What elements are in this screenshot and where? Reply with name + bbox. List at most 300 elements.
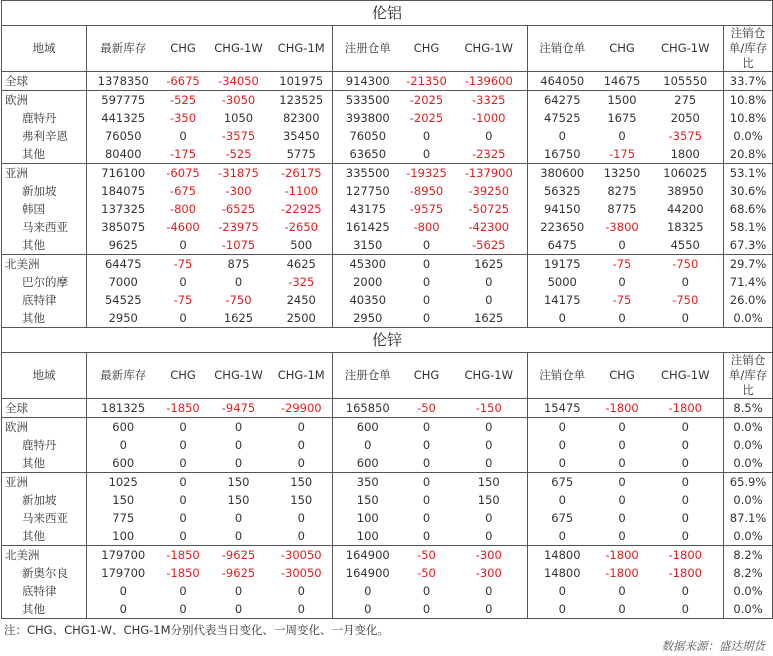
table-cell: 14800: [543, 566, 581, 580]
table-cell: 18325: [648, 218, 724, 236]
location-name: 巴尔的摩: [2, 273, 87, 291]
table-cell: -137900: [451, 164, 528, 183]
table-cell: -42300: [451, 218, 528, 236]
footnote: 注：CHG、CHG1-W、CHG-1M分别代表当日变化、一周变化、一月变化。: [4, 623, 390, 637]
table-cell: 0: [558, 493, 566, 507]
table-cell: 0: [618, 511, 626, 525]
table-cell: 0: [597, 600, 648, 619]
location-name: 新加坡: [2, 182, 87, 200]
table-cell: 127750: [345, 184, 390, 198]
column-header: CHG: [160, 353, 207, 399]
column-header: 注册仓单: [333, 26, 403, 72]
table-cell: -3050: [207, 91, 271, 110]
table-cell: 0: [234, 456, 243, 470]
lme-warehouse-stock-table: [1, 0, 773, 619]
table-cell: 0: [179, 129, 187, 143]
table-cell: 0.0%: [724, 582, 773, 600]
table-cell: 0: [648, 473, 724, 492]
table-cell: 0: [618, 238, 626, 252]
table-cell: -6075: [160, 164, 207, 183]
table-cell: 0: [528, 309, 597, 328]
table-cell: -750: [225, 293, 252, 307]
table-cell: 0: [119, 438, 127, 452]
table-cell: 0: [618, 584, 626, 598]
location-name: 新加坡: [2, 491, 87, 509]
table-cell: 0: [451, 454, 528, 473]
table-cell: 600: [112, 456, 135, 470]
table-cell: 64475: [87, 255, 160, 274]
table-cell: 0: [422, 584, 431, 598]
table-cell: -139600: [451, 72, 528, 91]
column-header: 注册仓单: [333, 353, 403, 399]
table-cell: -1800: [597, 546, 648, 565]
table-cell: 1625: [451, 309, 528, 328]
table-cell: 0: [422, 129, 431, 143]
table-cell: -19325: [403, 164, 451, 183]
region-name: 全球: [2, 399, 87, 418]
table-cell: 0: [403, 255, 451, 274]
table-cell: 150: [451, 491, 528, 509]
region-name: 亚洲: [2, 164, 87, 183]
table-row: [2, 109, 773, 127]
table-cell: 1500: [597, 91, 648, 110]
table-cell: -3325: [451, 91, 528, 110]
table-cell: 8275: [607, 184, 637, 198]
table-cell: -1000: [451, 109, 528, 127]
section-title-row: [2, 1, 773, 26]
table-cell: 0: [451, 291, 528, 309]
table-cell: 1025: [87, 473, 160, 492]
table-cell: 184075: [101, 184, 146, 198]
table-cell: 56325: [543, 184, 581, 198]
table-cell: -150: [451, 399, 528, 418]
table-cell: 150: [271, 491, 333, 509]
table-cell: 0: [422, 238, 431, 252]
table-cell: 0: [403, 473, 451, 492]
table-cell: 2950: [333, 309, 403, 328]
table-cell: 1800: [648, 145, 724, 164]
table-cell: 5000: [547, 275, 577, 289]
table-cell: 0: [364, 584, 372, 598]
table-cell: 0: [558, 584, 566, 598]
table-cell: 0: [618, 129, 626, 143]
table-row: [2, 527, 773, 546]
table-cell: 150: [207, 473, 271, 492]
table-cell: 179700: [87, 546, 160, 565]
table-cell: 335500: [333, 164, 403, 183]
table-row: [2, 418, 773, 437]
table-cell: 45300: [333, 255, 403, 274]
table-row: [2, 582, 773, 600]
table-cell: 0: [160, 309, 207, 328]
table-row: [2, 218, 773, 236]
table-cell: 0.0%: [724, 418, 773, 437]
table-cell: 0: [271, 454, 333, 473]
table-cell: -1075: [221, 238, 256, 252]
table-cell: -2325: [451, 145, 528, 164]
column-header: CHG-1W: [648, 353, 724, 399]
table-cell: -1800: [648, 564, 724, 582]
table-cell: 20.8%: [724, 145, 773, 164]
table-cell: 82300: [271, 109, 333, 127]
location-name: 新奥尔良: [2, 564, 87, 582]
table-cell: 500: [271, 236, 333, 255]
table-cell: 1050: [223, 111, 254, 125]
table-cell: -50: [403, 546, 451, 565]
table-cell: 101975: [271, 72, 333, 91]
table-cell: 0: [451, 418, 528, 437]
table-cell: -1800: [605, 401, 639, 415]
table-cell: 150: [227, 493, 250, 507]
table-cell: 0.0%: [724, 436, 773, 454]
table-cell: -23975: [218, 220, 259, 234]
table-cell: -75: [160, 255, 207, 274]
location-name: 其他: [2, 600, 87, 619]
column-header: 地域: [2, 26, 87, 72]
table-cell: -75: [173, 293, 193, 307]
table-cell: 0: [234, 529, 243, 543]
column-header: CHG: [597, 353, 648, 399]
table-cell: 1675: [607, 111, 637, 125]
table-cell: 0: [597, 418, 648, 437]
table-cell: 0: [451, 436, 528, 454]
location-name: 其他: [2, 236, 87, 255]
table-cell: 14675: [603, 74, 641, 88]
column-header: CHG: [403, 353, 451, 399]
location-name: 韩国: [2, 200, 87, 218]
data-source: 数据来源：盛达期货: [661, 639, 765, 653]
table-cell: 123525: [271, 91, 333, 110]
table-cell: 0: [119, 584, 127, 598]
table-cell: 441325: [101, 111, 146, 125]
table-cell: 100: [356, 511, 379, 525]
table-cell: -30050: [271, 546, 333, 565]
table-cell: 150: [451, 473, 528, 492]
table-row: [2, 72, 773, 91]
table-cell: 0: [271, 509, 333, 527]
table-cell: 30.6%: [724, 182, 773, 200]
table-cell: 675: [528, 473, 597, 492]
table-cell: 0: [422, 147, 431, 161]
table-cell: 150: [112, 493, 135, 507]
table-row: [2, 509, 773, 527]
table-cell: 2450: [271, 291, 333, 309]
table-cell: 0: [271, 600, 333, 619]
table-cell: 0: [179, 493, 187, 507]
table-cell: 80400: [104, 147, 142, 161]
table-row: [2, 145, 773, 164]
table-cell: 914300: [345, 74, 390, 88]
column-header: CHG-1W: [207, 353, 271, 399]
table-cell: 100: [356, 529, 379, 543]
column-header: CHG-1M: [271, 26, 333, 72]
column-header: CHG: [597, 26, 648, 72]
table-cell: 100: [112, 529, 135, 543]
location-name: 马来西亚: [2, 509, 87, 527]
table-row: [2, 546, 773, 565]
table-cell: 10.8%: [724, 109, 773, 127]
table-cell: 0: [648, 418, 724, 437]
table-cell: -300: [451, 564, 528, 582]
table-cell: 0.0%: [724, 127, 773, 145]
table-cell: -75: [612, 293, 632, 307]
column-header: 注销仓单: [528, 353, 597, 399]
table-cell: 94150: [543, 202, 581, 216]
table-cell: 0: [451, 582, 528, 600]
table-cell: 0: [648, 436, 724, 454]
table-cell: 43175: [349, 202, 387, 216]
table-row: [2, 309, 773, 328]
table-cell: 1378350: [97, 74, 149, 88]
table-cell: 0: [648, 273, 724, 291]
table-cell: -4600: [166, 220, 200, 234]
table-cell: 19175: [528, 255, 597, 274]
location-name: 弗利辛恩: [2, 127, 87, 145]
table-cell: 0: [558, 456, 566, 470]
table-row: [2, 182, 773, 200]
table-cell: 0: [451, 127, 528, 145]
column-header: CHG-1M: [271, 353, 333, 399]
region-name: 欧洲: [2, 91, 87, 110]
table-cell: -1800: [648, 546, 724, 565]
column-header: 注销仓单/库存比: [724, 353, 773, 399]
table-cell: 68.6%: [724, 200, 773, 218]
table-cell: 0: [597, 473, 648, 492]
table-cell: 2950: [87, 309, 160, 328]
table-cell: 0: [558, 129, 566, 143]
table-cell: 0: [422, 493, 431, 507]
table-cell: 0: [422, 438, 431, 452]
table-row: [2, 491, 773, 509]
table-cell: 179700: [101, 566, 146, 580]
table-cell: 0.0%: [724, 491, 773, 509]
table-cell: 0: [618, 529, 626, 543]
table-cell: 106025: [648, 164, 724, 183]
table-cell: 716100: [87, 164, 160, 183]
column-header: CHG: [403, 26, 451, 72]
table-cell: -30050: [271, 564, 333, 582]
table-cell: -3575: [221, 129, 256, 143]
location-name: 其他: [2, 527, 87, 546]
region-name: 北美洲: [2, 546, 87, 565]
column-header-row: [2, 26, 773, 72]
table-cell: 0: [422, 456, 431, 470]
table-cell: 0: [648, 309, 724, 328]
table-cell: -1800: [648, 399, 724, 418]
table-cell: 53.1%: [724, 164, 773, 183]
table-cell: 0: [271, 436, 333, 454]
table-cell: 0: [528, 600, 597, 619]
region-name: 全球: [2, 72, 87, 91]
table-cell: -175: [169, 147, 197, 161]
table-cell: 3150: [353, 238, 383, 252]
table-cell: -39250: [451, 182, 528, 200]
table-row: [2, 127, 773, 145]
table-cell: 775: [112, 511, 135, 525]
table-cell: 0.0%: [724, 454, 773, 473]
region-name: 亚洲: [2, 473, 87, 492]
table-row: [2, 164, 773, 183]
table-cell: -8950: [409, 184, 444, 198]
table-cell: 26.0%: [724, 291, 773, 309]
table-cell: 0: [179, 275, 187, 289]
region-name: 北美洲: [2, 255, 87, 274]
table-row: [2, 91, 773, 110]
column-header: 注销仓单/库存比: [724, 26, 773, 72]
table-cell: 4550: [648, 236, 724, 255]
table-cell: 2500: [271, 309, 333, 328]
table-cell: 350: [333, 473, 403, 492]
table-cell: -75: [597, 255, 648, 274]
table-cell: -325: [271, 273, 333, 291]
table-cell: 76050: [349, 129, 387, 143]
table-cell: -50: [417, 566, 436, 580]
table-cell: 0: [333, 600, 403, 619]
table-cell: -800: [169, 202, 197, 216]
table-cell: 0: [179, 511, 187, 525]
table-cell: 0.0%: [724, 600, 773, 619]
table-cell: 6475: [547, 238, 577, 252]
location-name: 马来西亚: [2, 218, 87, 236]
table-cell: 15475: [543, 401, 581, 415]
table-row: [2, 600, 773, 619]
table-cell: 0: [179, 238, 187, 252]
column-header: 最新库存: [87, 353, 160, 399]
table-cell: -1850: [160, 546, 207, 565]
location-name: 其他: [2, 454, 87, 473]
table-cell: 0: [271, 527, 333, 546]
table-cell: 464050: [540, 74, 585, 88]
table-cell: 87.1%: [724, 509, 773, 527]
table-cell: 8.2%: [724, 546, 773, 565]
table-cell: 0: [558, 529, 566, 543]
table-cell: -21350: [406, 74, 447, 88]
table-cell: 0: [234, 584, 243, 598]
table-cell: 600: [87, 418, 160, 437]
table-cell: 16750: [543, 147, 581, 161]
table-cell: 0: [451, 509, 528, 527]
table-row: [2, 399, 773, 418]
table-cell: 0: [179, 438, 187, 452]
table-cell: -750: [648, 255, 724, 274]
table-cell: 0: [422, 511, 431, 525]
table-cell: 29.7%: [724, 255, 773, 274]
table-cell: 4625: [271, 255, 333, 274]
table-cell: 76050: [104, 129, 142, 143]
table-cell: 67.3%: [724, 236, 773, 255]
table-cell: -50725: [451, 200, 528, 218]
table-cell: 9625: [108, 238, 138, 252]
table-cell: 0: [271, 418, 333, 437]
section-title-row: [2, 328, 773, 353]
table-cell: 35450: [271, 127, 333, 145]
table-cell: 0: [364, 438, 372, 452]
table-cell: 14800: [528, 546, 597, 565]
table-cell: 38950: [648, 182, 724, 200]
table-cell: 0: [618, 438, 626, 452]
table-cell: 54525: [104, 293, 142, 307]
table-cell: -29900: [271, 399, 333, 418]
table-cell: 2050: [648, 109, 724, 127]
table-cell: 875: [207, 255, 271, 274]
table-cell: 0: [403, 309, 451, 328]
table-cell: 0: [597, 309, 648, 328]
table-cell: 0: [422, 275, 431, 289]
table-cell: 71.4%: [724, 273, 773, 291]
table-cell: -22925: [271, 200, 333, 218]
location-name: 其他: [2, 145, 87, 164]
location-name: 鹿特丹: [2, 436, 87, 454]
table-cell: -1850: [166, 401, 200, 415]
column-header-row: [2, 353, 773, 399]
location-name: 鹿特丹: [2, 109, 87, 127]
table-cell: 0: [451, 273, 528, 291]
section-title: 伦锌: [2, 328, 773, 353]
table-cell: 8775: [607, 202, 637, 216]
table-cell: -34050: [218, 74, 259, 88]
table-cell: -2025: [403, 91, 451, 110]
table-cell: -31875: [207, 164, 271, 183]
table-cell: -9625: [221, 566, 256, 580]
table-cell: 8.2%: [724, 564, 773, 582]
table-cell: 0: [648, 600, 724, 619]
table-cell: -9575: [409, 202, 444, 216]
table-cell: 105550: [648, 72, 724, 91]
table-cell: -6525: [221, 202, 256, 216]
table-cell: 14175: [543, 293, 581, 307]
column-header: CHG-1W: [648, 26, 724, 72]
table-cell: 600: [333, 418, 403, 437]
table-cell: 0: [179, 529, 187, 543]
table-cell: 2000: [353, 275, 383, 289]
table-row: [2, 454, 773, 473]
table-cell: -175: [608, 147, 636, 161]
table-cell: -26175: [271, 164, 333, 183]
table-cell: 0: [234, 275, 243, 289]
table-cell: 385075: [101, 220, 146, 234]
table-cell: -9625: [207, 546, 271, 565]
table-cell: -300: [451, 546, 528, 565]
table-cell: -2650: [271, 218, 333, 236]
table-cell: 275: [648, 91, 724, 110]
table-cell: 0: [160, 473, 207, 492]
table-cell: 533500: [333, 91, 403, 110]
table-cell: 0: [648, 454, 724, 473]
table-cell: 0: [179, 584, 187, 598]
table-cell: -6675: [166, 74, 200, 88]
table-cell: -300: [225, 184, 252, 198]
table-cell: 0: [422, 293, 431, 307]
table-row: [2, 564, 773, 582]
table-cell: -2025: [409, 111, 444, 125]
table-cell: 164900: [345, 566, 390, 580]
table-cell: 165850: [345, 401, 390, 415]
table-cell: 0: [648, 509, 724, 527]
table-cell: 675: [551, 511, 574, 525]
table-cell: 0: [234, 438, 243, 452]
table-cell: 8.5%: [724, 399, 773, 418]
table-cell: 0: [528, 418, 597, 437]
table-cell: 65.9%: [724, 473, 773, 492]
table-cell: 150: [271, 473, 333, 492]
table-cell: 0: [160, 600, 207, 619]
column-header: CHG-1W: [451, 353, 528, 399]
table-cell: 181325: [101, 401, 146, 415]
table-cell: 150: [356, 493, 379, 507]
table-cell: 0.0%: [724, 527, 773, 546]
table-cell: -750: [648, 291, 724, 309]
table-cell: 1625: [451, 255, 528, 274]
